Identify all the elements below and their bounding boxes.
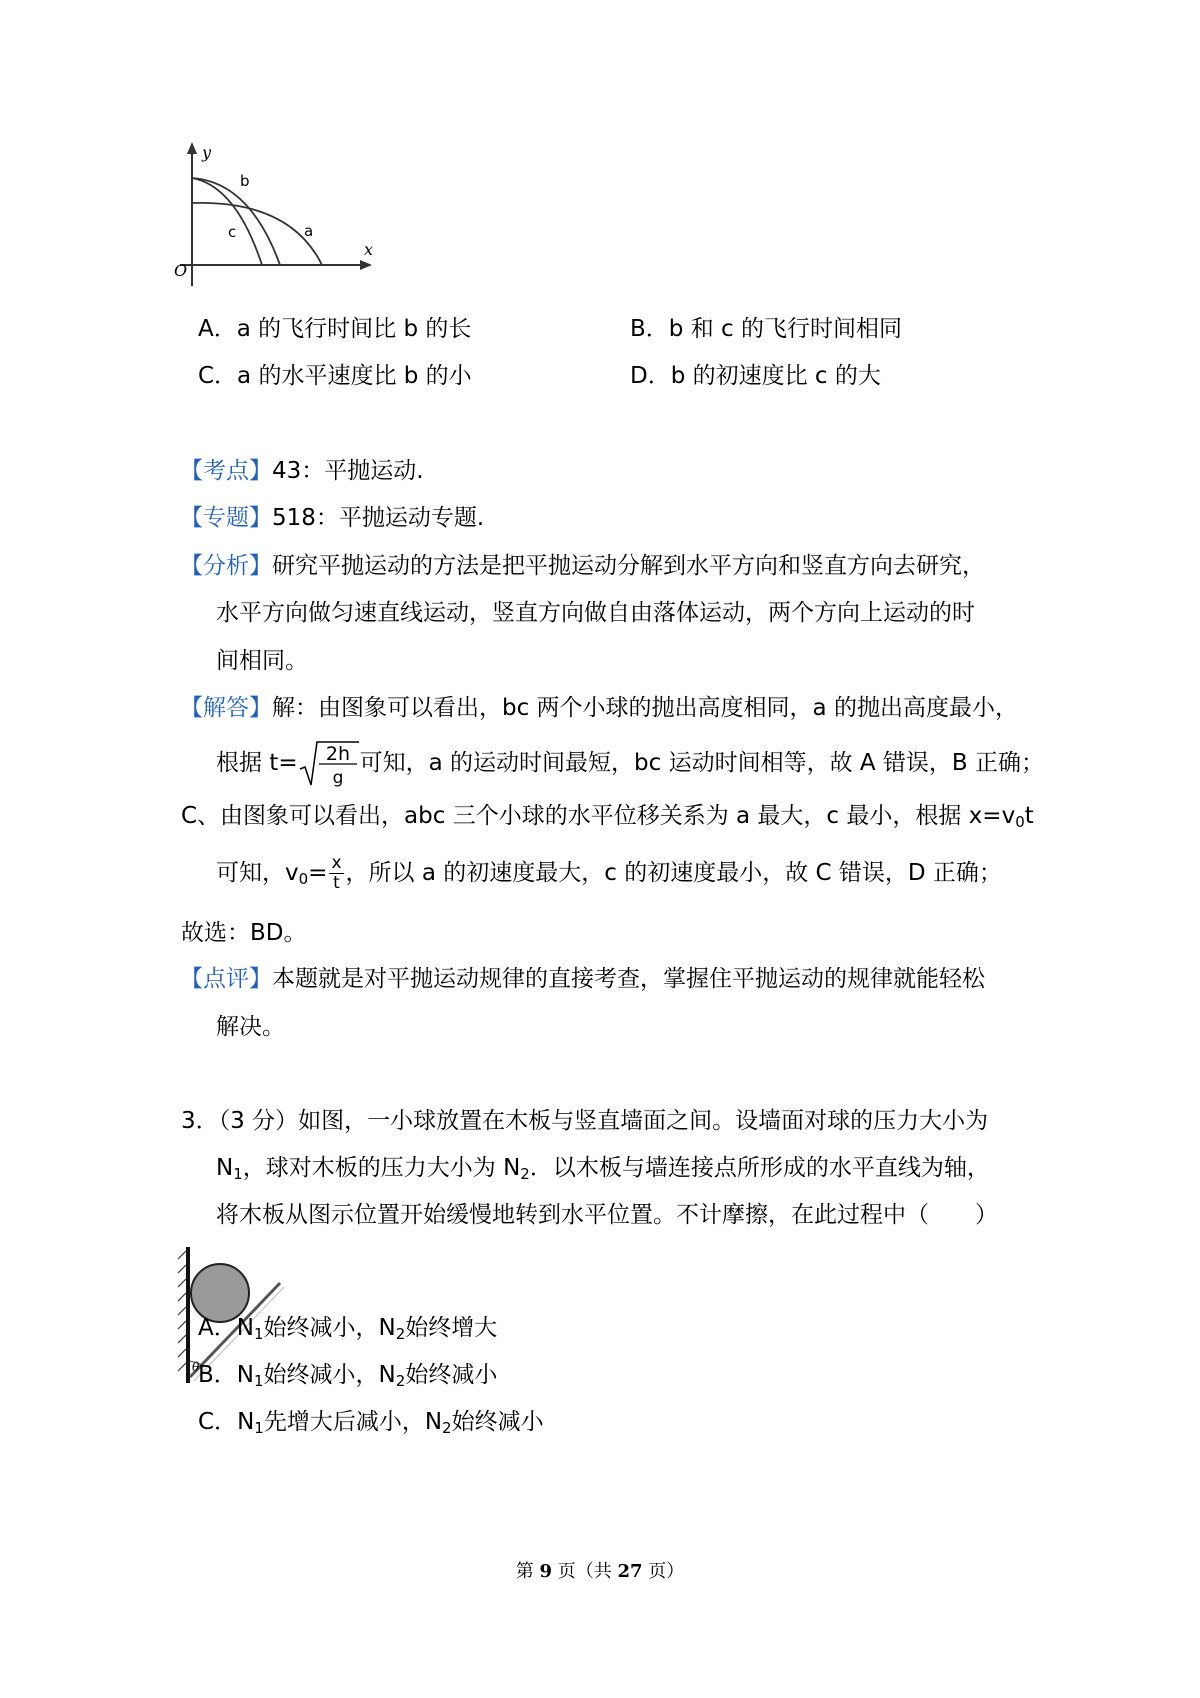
q3-option-c-n1-sub: 1 — [254, 1419, 264, 1437]
kaodian-text: 43：平抛运动. — [272, 458, 424, 484]
curve-b — [192, 178, 280, 265]
q3-stem-line-2-end: ．以木板与墙连接点所形成的水平直线为轴， — [529, 1155, 990, 1181]
q3-n1-sub: 1 — [233, 1165, 243, 1183]
q3-option-c-n2-sub: 2 — [442, 1419, 452, 1437]
footer-pre: 第 — [515, 1561, 540, 1582]
q3-stem-line-2-mid: ，球对木板的压力大小为 N — [242, 1155, 521, 1181]
q3-option-c-n1: N — [237, 1409, 255, 1435]
v0-subscript-2: 0 — [298, 870, 309, 888]
y-axis-label: y — [202, 143, 212, 162]
jieda-line-4-post: ，所以 a 的初速度最大，c 的初速度最小，故 C 错误，D 正确； — [345, 860, 1002, 886]
page-footer — [0, 1557, 1200, 1583]
wall-hatching — [178, 1251, 186, 1371]
q3-option-b-mid: 始终减小， — [263, 1362, 379, 1388]
angle-label: θ — [192, 1360, 200, 1374]
jieda-line-4-pre: 可知，v — [216, 860, 299, 886]
q3-stem-line-3: 将木板从图示位置开始缓慢地转到水平位置。不计摩擦，在此过程中（ ） — [216, 1202, 998, 1228]
jieda-text-1: 解：由图象可以看出，bc 两个小球的抛出高度相同，a 的抛出高度最小， — [272, 695, 1018, 721]
fenxi-tag: 【分析】 — [180, 553, 272, 579]
q2-option-d: D．b 的初速度比 c 的大 — [630, 363, 881, 389]
zhuanti-line — [180, 502, 484, 534]
footer-total-pages: 27 — [617, 1561, 643, 1582]
jieda-line-5: 故选：BD。 — [181, 920, 307, 946]
q3-option-a-end: 始终增大 — [405, 1315, 498, 1341]
fenxi-line-1 — [180, 550, 985, 582]
q3-option-b-end: 始终减小 — [405, 1362, 498, 1388]
q3-option-a-prefix: A． — [198, 1315, 237, 1341]
curve-b-label: b — [240, 172, 250, 190]
footer-page-number: 9 — [539, 1561, 552, 1582]
y-axis-arrow — [187, 142, 197, 154]
jieda-line-3-pre: C、由图象可以看出，abc 三个小球的水平位移关系为 a 最大，c 最小，根据 x=v — [181, 803, 1016, 829]
fenxi-text-1: 研究平抛运动的方法是把平抛运动分解到水平方向和竖直方向去研究， — [272, 553, 985, 579]
q3-option-b-n1-sub: 1 — [254, 1372, 264, 1390]
zhuanti-tag: 【专题】 — [180, 505, 272, 531]
jieda-line-3-post: t — [1024, 803, 1034, 829]
q3-n1: N — [216, 1155, 234, 1181]
curve-c-label: c — [228, 223, 237, 241]
q3-option-c-mid: 先增大后减小， — [263, 1409, 425, 1435]
kaodian-line — [180, 455, 424, 487]
sqrt-denominator: g — [332, 767, 344, 788]
jieda-tag: 【解答】 — [180, 695, 272, 721]
footer-post: 页） — [642, 1561, 685, 1582]
curve-a — [192, 203, 322, 265]
dianping-tag: 【点评】 — [180, 966, 272, 992]
jieda-line-4-eq: = — [308, 860, 328, 886]
fenxi-line-2: 水平方向做匀速直线运动，竖直方向做自由落体运动，两个方向上运动的时 — [216, 600, 975, 626]
q2-option-b: B．b 和 c 的飞行时间相同 — [630, 316, 902, 342]
jieda-line-4 — [216, 850, 1002, 902]
q2-option-c: C．a 的水平速度比 b 的小 — [198, 363, 472, 389]
jieda-line-1 — [180, 692, 1018, 724]
q3-option-a-n2: N — [378, 1315, 396, 1341]
q3-option-c — [198, 1406, 544, 1444]
x-axis-label: x — [364, 240, 374, 259]
fraction-x-over-t — [329, 854, 343, 893]
q3-option-c-n2: N — [424, 1409, 443, 1435]
sqrt-numerator: 2h — [325, 742, 350, 765]
v0-subscript: 0 — [1015, 813, 1025, 831]
footer-mid: 页（共 — [552, 1561, 618, 1582]
zhuanti-text: 518：平抛运动专题. — [272, 505, 485, 531]
q3-option-a-n1: N — [236, 1315, 254, 1341]
q3-option-b — [198, 1359, 497, 1397]
kaodian-tag: 【考点】 — [180, 458, 272, 484]
dianping-text-1: 本题就是对平抛运动规律的直接考查，掌握住平抛运动的规律就能轻松 — [272, 966, 985, 992]
q2-option-a: A．a 的飞行时间比 b 的长 — [198, 316, 472, 342]
dianping-line-2: 解决。 — [216, 1014, 285, 1040]
fraction-denominator: t — [333, 873, 340, 893]
curve-a-label: a — [304, 222, 314, 240]
trajectory-figure — [170, 140, 410, 290]
q3-option-a — [198, 1312, 497, 1350]
q3-option-b-n2: N — [378, 1362, 396, 1388]
fraction-numerator: x — [331, 853, 342, 873]
q3-stem-line-1: 3．（3 分）如图，一小球放置在木板与竖直墙面之间。设墙面对球的压力大小为 — [181, 1108, 989, 1134]
fenxi-line-3: 间相同。 — [216, 648, 308, 674]
q3-n2-sub: 2 — [520, 1165, 530, 1183]
q3-stem-line-2 — [216, 1152, 990, 1190]
q3-option-b-n2-sub: 2 — [395, 1372, 406, 1390]
jieda-line-2 — [216, 738, 1044, 789]
curve-c — [192, 178, 262, 265]
q3-option-b-prefix: B． — [198, 1362, 237, 1388]
jieda-line-3 — [181, 800, 1034, 838]
origin-label: O — [174, 261, 188, 280]
q3-option-a-n1-sub: 1 — [253, 1325, 264, 1343]
q3-option-b-n1: N — [236, 1362, 254, 1388]
jieda-line-2-pre: 根据 t= — [216, 750, 298, 776]
x-axis-arrow — [360, 260, 372, 270]
q3-option-a-n2-sub: 2 — [395, 1325, 406, 1343]
q3-option-c-prefix: C． — [198, 1409, 238, 1435]
sqrt-expression — [298, 738, 360, 789]
q3-option-a-mid: 始终减小， — [263, 1315, 379, 1341]
q3-option-c-end: 始终减小 — [451, 1409, 544, 1435]
dianping-line-1 — [180, 963, 985, 995]
jieda-line-2-post: 可知，a 的运动时间最短，bc 运动时间相等，故 A 错误，B 正确； — [359, 750, 1045, 776]
